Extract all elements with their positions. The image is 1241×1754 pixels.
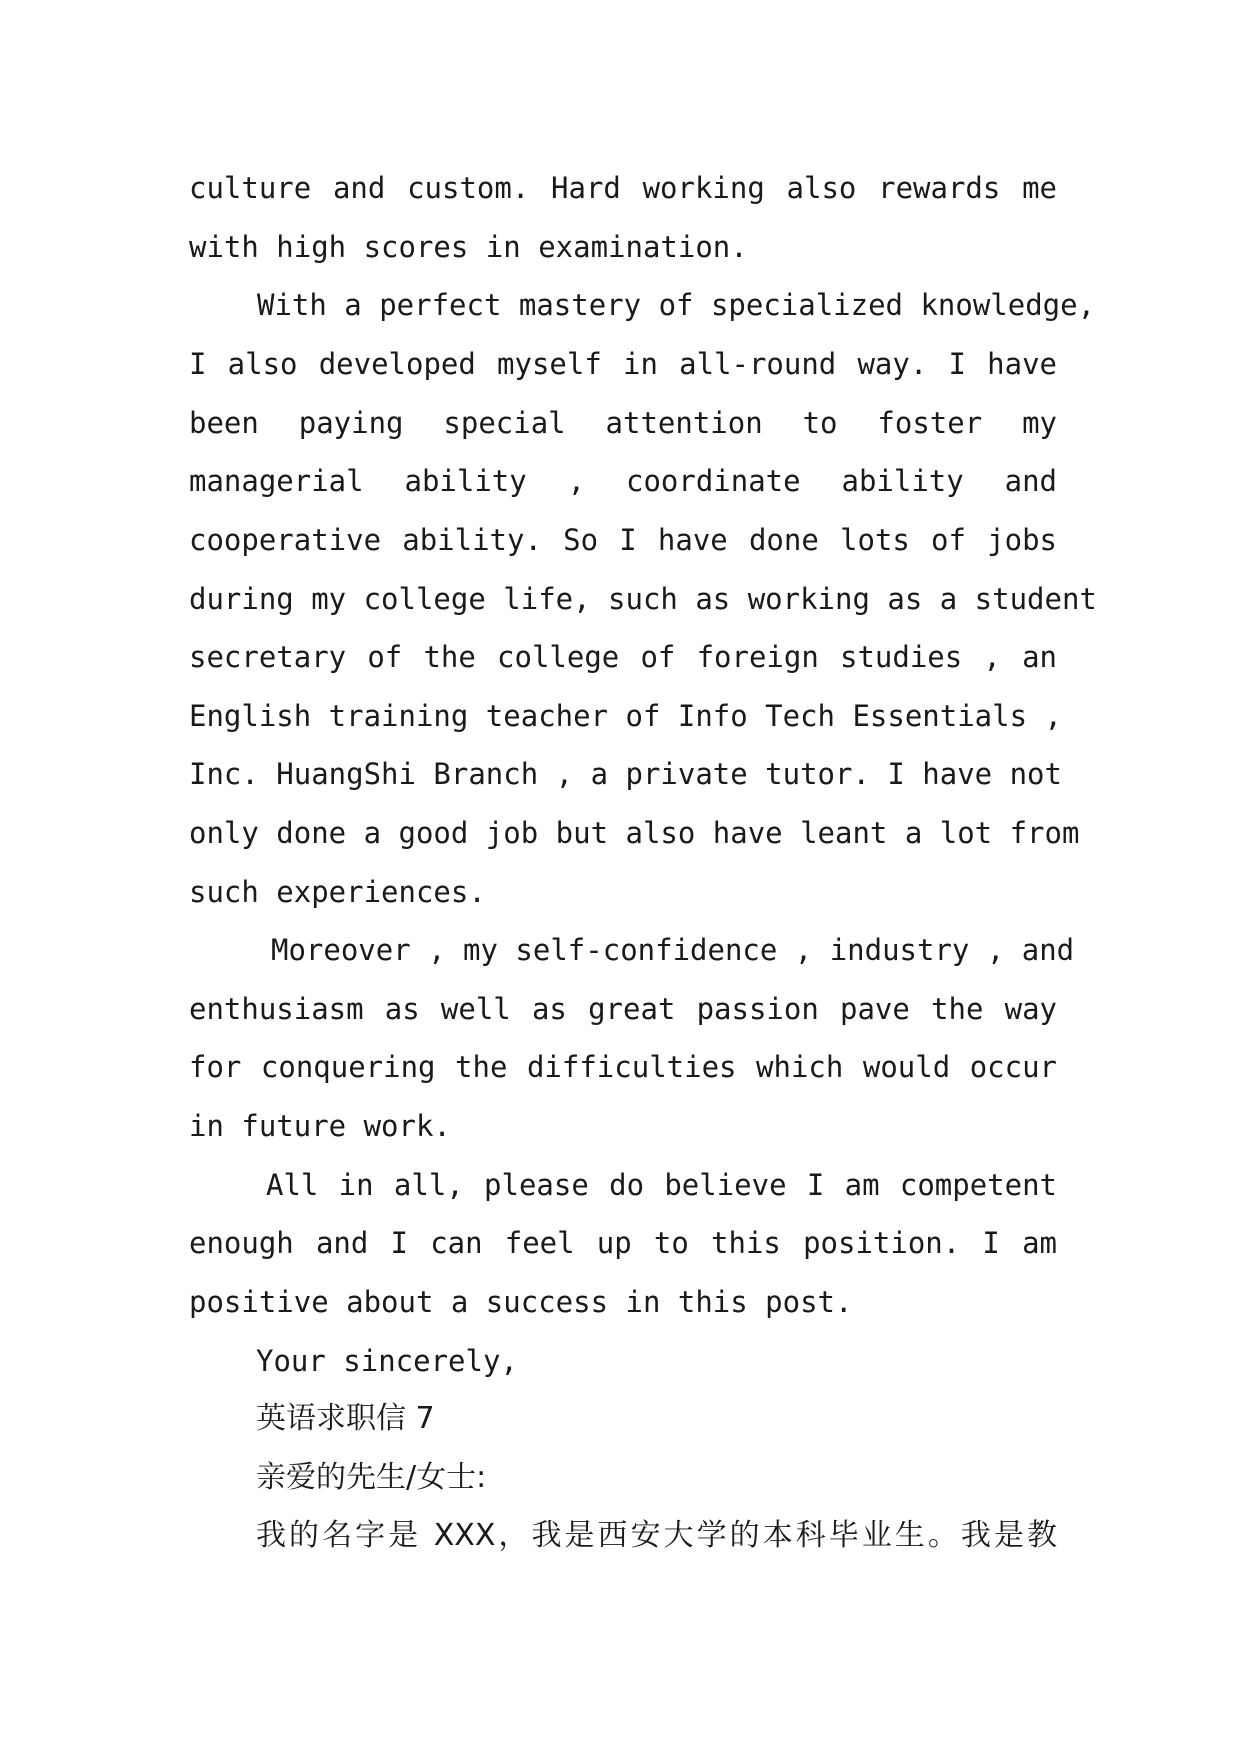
body-text-line: such experiences.: [189, 875, 486, 909]
body-text-line: I also developed myself in all-round way. I have: [189, 347, 1057, 381]
body-text-line: 我的名字是 XXX，我是西安大学的本科毕业生。我是教: [256, 1518, 1057, 1553]
paragraph-first-line: With a perfect mastery of specialized knowledge,: [257, 288, 1096, 322]
section-heading: 英语求职信 7: [256, 1401, 435, 1436]
body-text-line: cooperative ability. So I have done lots of jobs: [189, 523, 1057, 557]
body-text-line: only done a good job but also have leant a lot from: [189, 816, 1080, 850]
body-text-line: for conquering the difficulties which would occur: [189, 1050, 1057, 1084]
body-text-line: in future work.: [189, 1109, 451, 1143]
body-text-line: with high scores in examination.: [189, 230, 748, 264]
body-text-line: English training teacher of Info Tech Essentials ,: [189, 699, 1062, 733]
body-text-line: Inc. HuangShi Branch , a private tutor. I have not: [189, 757, 1062, 791]
body-text-line: been paying special attention to foster my: [189, 406, 1057, 440]
body-text-line: managerial ability , coordinate ability and: [189, 464, 1057, 498]
paragraph-first-line: All in all, please do believe I am competent: [266, 1168, 1057, 1202]
body-text-line: during my college life, such as working as a student: [189, 582, 1097, 616]
body-text-line: culture and custom. Hard working also rewards me: [189, 171, 1057, 205]
body-text-line: enthusiasm as well as great passion pave the way: [189, 992, 1057, 1026]
body-text-line: positive about a success in this post.: [189, 1285, 853, 1319]
body-text-line: secretary of the college of foreign studies , an: [189, 640, 1057, 674]
body-text-line: enough and I can feel up to this position. I am: [189, 1226, 1057, 1260]
greeting-line: 亲爱的先生/女士:: [256, 1460, 487, 1495]
closing-salutation: Your sincerely,: [256, 1344, 518, 1378]
paragraph-first-line: Moreover , my self-confidence , industry , and: [271, 933, 1075, 967]
